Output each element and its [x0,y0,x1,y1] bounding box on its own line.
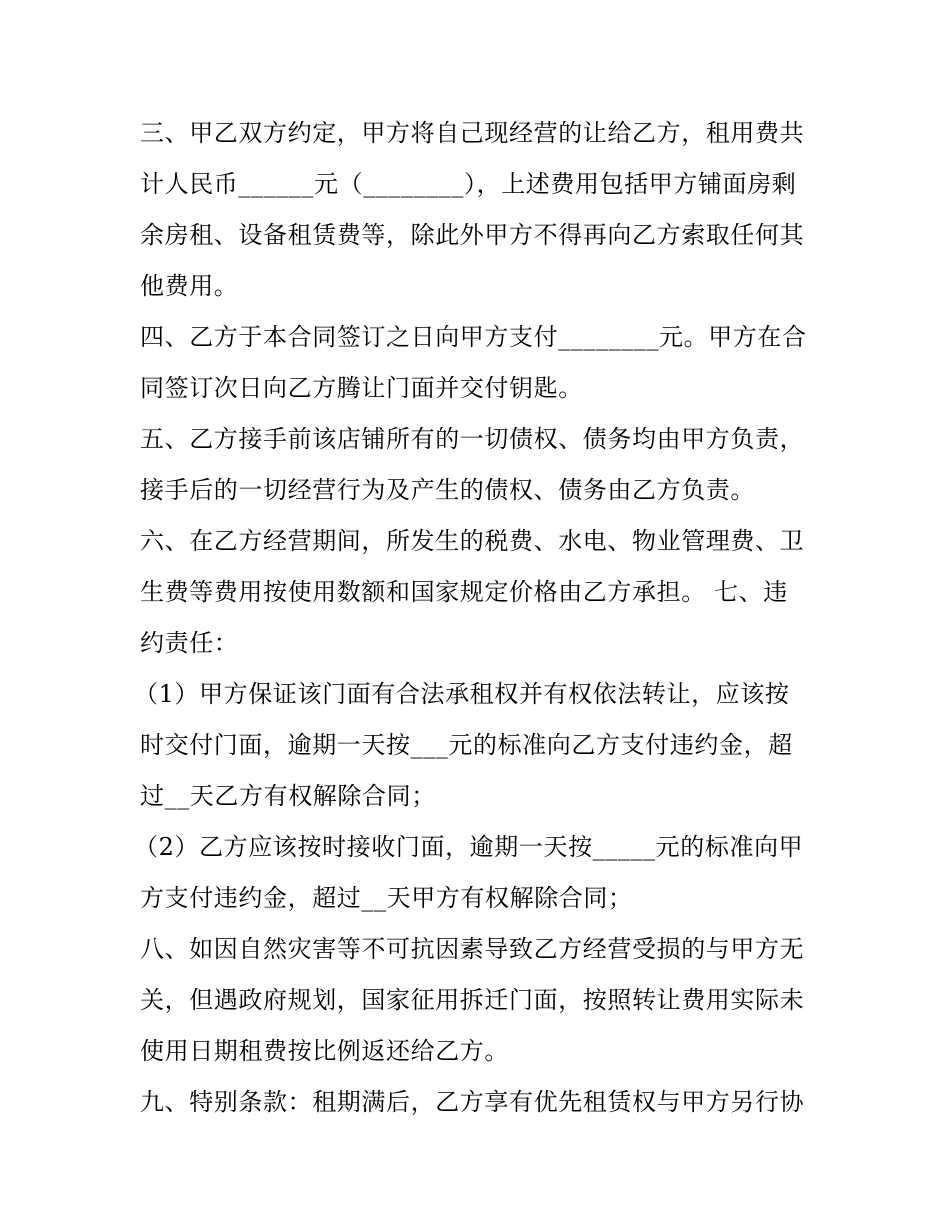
text-line: 八、如因自然灾害等不可抗因素导致乙方经营受损的与甲方无 [140,935,805,963]
text-line: 计人民币______元（________），上述费用包括甲方铺面房剩 [140,170,797,198]
text-line: 生费等费用按使用数额和国家规定价格由乙方承担。 七、违 [140,578,788,606]
text-line: 时交付门面，逾期一天按___元的标准向乙方支付违约金，超 [140,731,793,759]
text-line: 方支付违约金，超过__天甲方有权解除合同； [140,884,633,912]
text-line: 约责任： [140,629,239,657]
text-line: 余房租、设备租赁费等，除此外甲方不得再向乙方索取任何其 [140,221,805,249]
text-line: （1）甲方保证该门面有合法承租权并有权依法转让，应该按 [134,680,790,708]
text-line: 九、特别条款：租期满后，乙方享有优先租赁权与甲方另行协 [140,1088,805,1116]
text-line: 使用日期租费按比例返还给乙方。 [140,1037,509,1065]
text-line: 同签订次日向乙方腾让门面并交付钥匙。 [140,374,583,402]
text-line: 三、甲乙双方约定，甲方将自己现经营的让给乙方，租用费共 [140,119,805,147]
text-line: 关，但遇政府规划，国家征用拆迁门面，按照转让费用实际未 [140,986,805,1014]
text-line: 接手后的一切经营行为及产生的债权、债务由乙方负责。 [140,476,755,504]
text-line: 六、在乙方经营期间，所发生的税费、水电、物业管理费、卫 [140,527,805,555]
text-line: （2）乙方应该按时接收门面，逾期一天按_____元的标准向甲 [134,833,804,861]
text-line: 他费用。 [140,272,239,300]
document-body [134,108,820,1128]
text-line: 过__天乙方有权解除合同； [140,782,436,810]
text-line: 四、乙方于本合同签订之日向甲方支付________元。甲方在合 [140,323,807,351]
text-line: 五、乙方接手前该店铺所有的一切债权、债务均由甲方负责， [140,425,805,453]
